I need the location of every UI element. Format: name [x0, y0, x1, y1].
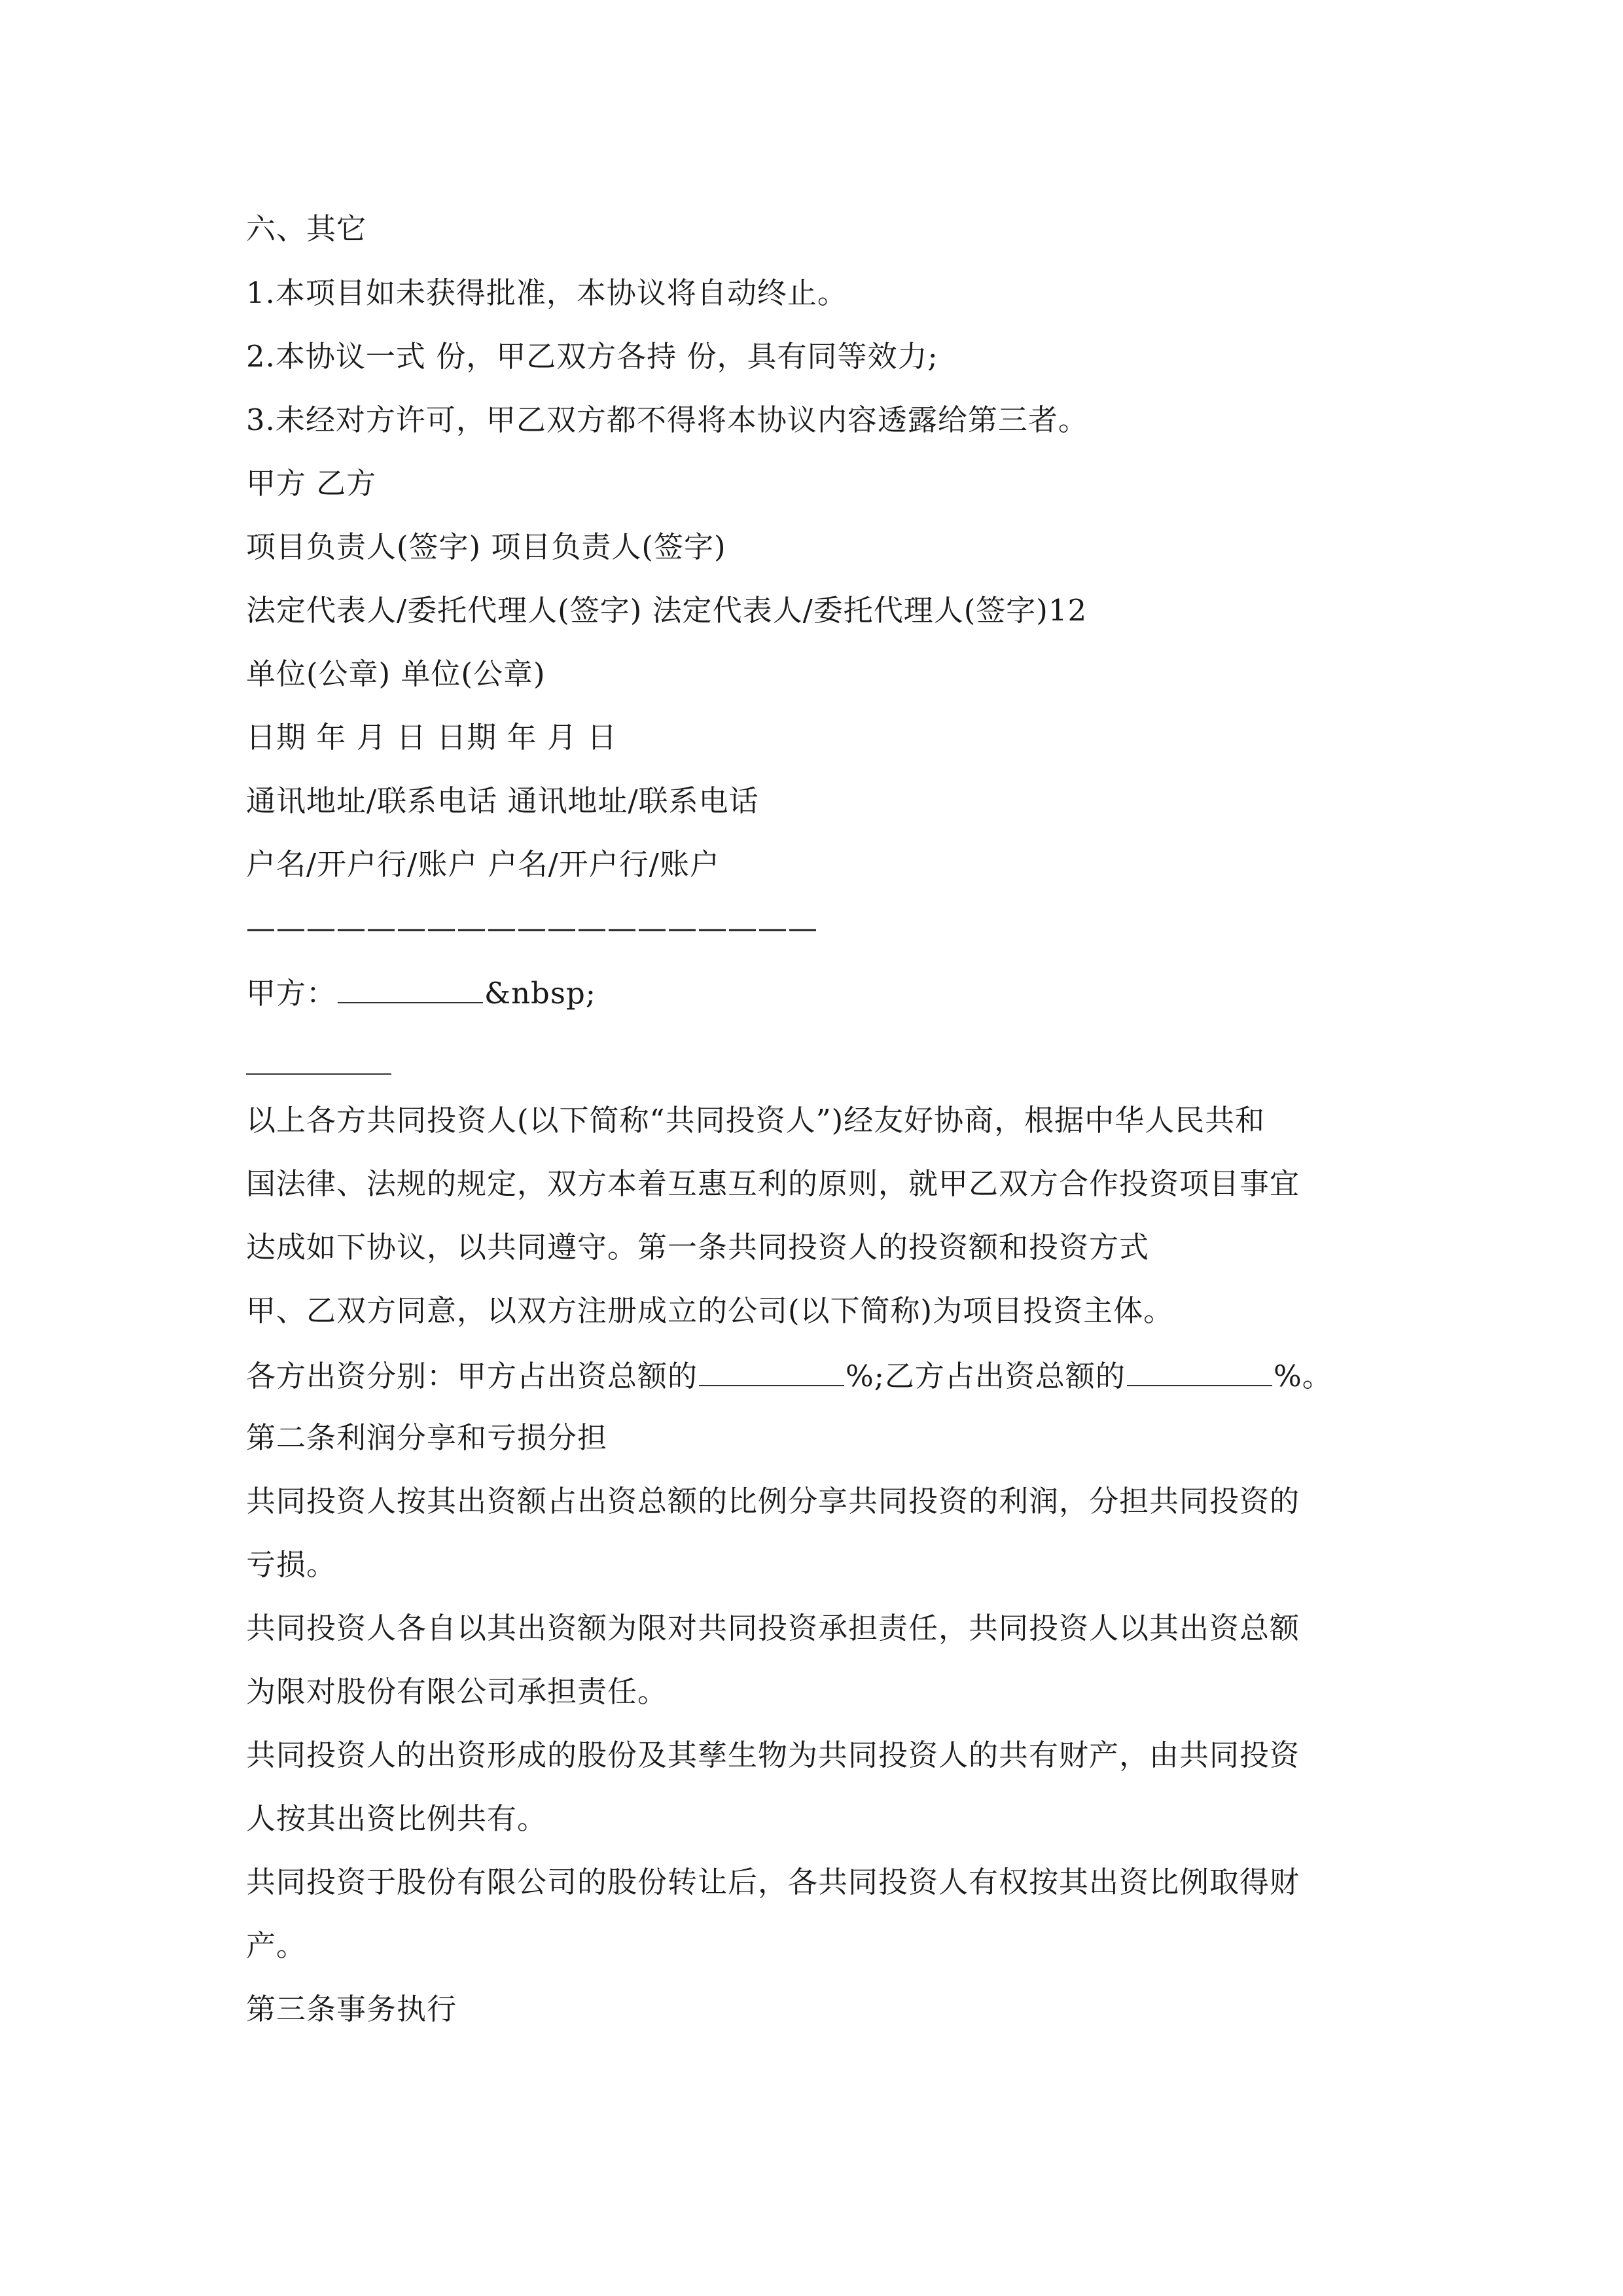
party-a-label: 甲方：: [246, 976, 337, 1011]
signature-bank-account: 户名/开户行/账户 户名/开户行/账户: [246, 847, 720, 882]
party-a-suffix: &nbsp;: [484, 976, 596, 1011]
contribution-prefix: 各方出资分别：甲方占出资总额的: [246, 1359, 698, 1393]
article-two-p4-line1: 共同投资于股份有限公司的股份转让后，各共同投资人有权按其出资比例取得财: [246, 1865, 1300, 1899]
article-two-p3-line1: 共同投资人的出资形成的股份及其孳生物为共同投资人的共有财产，由共同投资: [246, 1738, 1300, 1772]
article-three-heading: 第三条事务执行: [246, 1992, 457, 2026]
article-two-p2-line1: 共同投资人各自以其出资额为限对共同投资承担责任，共同投资人以其出资总额: [246, 1611, 1300, 1645]
clause-1: 1.本项目如未获得批准，本协议将自动终止。: [246, 276, 847, 310]
investment-subject: 甲、乙双方同意，以双方注册成立的公司(以下简称)为项目投资主体。: [246, 1293, 1174, 1328]
preamble-line-1: 以上各方共同投资人(以下简称“共同投资人”)经友好协商，根据中华人民共和: [246, 1103, 1266, 1138]
party-a-blank: [338, 973, 483, 1003]
party-a-percent-blank: [699, 1356, 844, 1386]
signature-address-phone: 通讯地址/联系电话 通讯地址/联系电话: [246, 783, 759, 818]
article-two-p1-line1: 共同投资人按其出资额占出资总额的比例分享共同投资的利润，分担共同投资的: [246, 1484, 1300, 1518]
preamble-line-2: 国法律、法规的规定，双方本着互惠互利的原则，就甲乙双方合作投资项目事宜: [246, 1166, 1300, 1201]
signature-legal-rep: 法定代表人/委托代理人(签字) 法定代表人/委托代理人(签字)12: [246, 593, 1088, 628]
section-heading: 六、其它: [246, 211, 367, 246]
article-two-p1-line2: 亏损。: [246, 1547, 337, 1582]
signature-project-lead: 项目负责人(签字) 项目负责人(签字): [246, 529, 726, 564]
party-a-line: [246, 973, 596, 1012]
article-two-heading: 第二条利润分享和亏损分担: [246, 1420, 608, 1455]
clause-2: 2.本协议一式 份，甲乙双方各持 份，具有同等效力;: [246, 339, 938, 374]
preamble-line-3: 达成如下协议，以共同遵守。第一条共同投资人的投资额和投资方式: [246, 1230, 1150, 1265]
contribution-middle: %;乙方占出资总额的: [846, 1359, 1126, 1393]
separator-line: ———————————————————: [246, 910, 818, 945]
short-rule: [246, 1073, 391, 1075]
signature-parties: 甲方 乙方: [246, 466, 377, 501]
contribution-suffix: %。: [1273, 1359, 1332, 1393]
clause-3: 3.未经对方许可，甲乙双方都不得将本协议内容透露给第三者。: [246, 403, 1088, 437]
signature-unit-seal: 单位(公章) 单位(公章): [246, 656, 546, 691]
article-two-p3-line2: 人按其出资比例共有。: [246, 1801, 548, 1836]
article-two-p2-line2: 为限对股份有限公司承担责任。: [246, 1674, 668, 1709]
party-b-percent-blank: [1127, 1356, 1272, 1386]
contribution-line: [246, 1356, 1332, 1395]
article-two-p4-line2: 产。: [246, 1928, 307, 1963]
signature-date: 日期 年 月 日 日期 年 月 日: [246, 720, 618, 755]
